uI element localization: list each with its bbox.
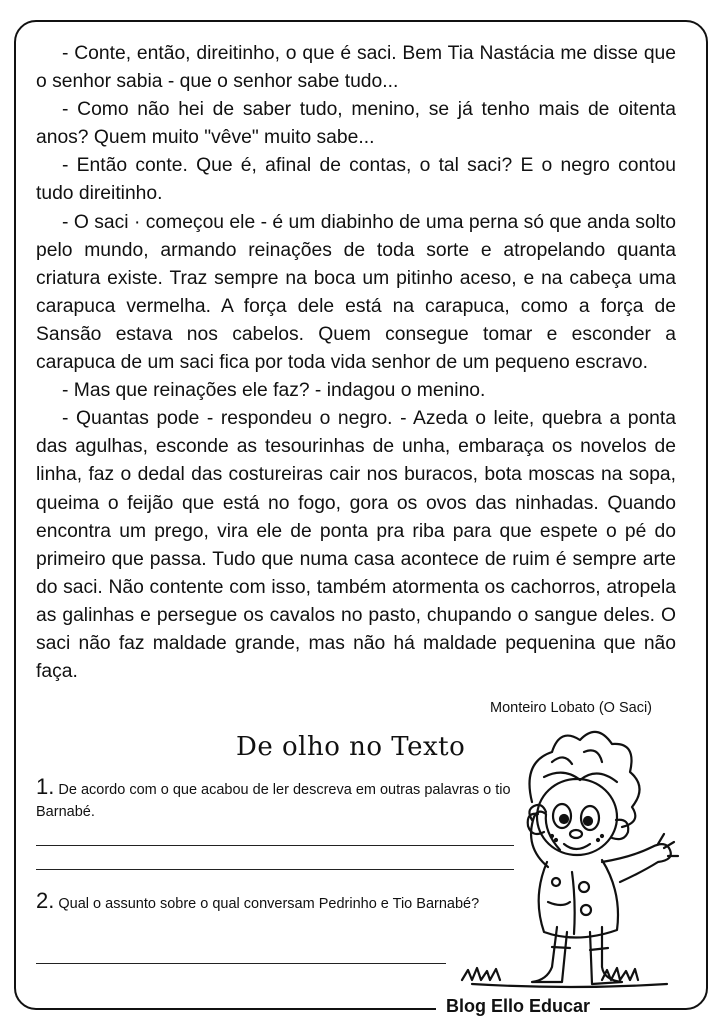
story-text <box>36 40 676 686</box>
question-number: 1. <box>36 774 55 799</box>
story-paragraph: - O saci · começou ele - é um diabinho de uma perna só que anda solto pelo mundo, armando reinações de toda sorte e atropelando quanta criatura existe. Traz sempre na boca um pitinho aceso, e na cabeça uma carapuca vermelha. A força dele está na carapuca, como a força de Sansão estava nos cabelos. Quem consegue tomar e esconder a carapuca de um saci fica por toda vida senhor de um pequeno escravo. <box>36 211 676 374</box>
answer-line[interactable] <box>36 963 446 964</box>
answer-line[interactable] <box>36 845 514 846</box>
story-paragraph: - Conte, então, direitinho, o que é saci. Bem Tia Nastácia me disse que o senhor sabia - que o senhor sabe tudo... <box>36 43 676 93</box>
author-credit: Monteiro Lobato (O Saci) <box>490 700 652 716</box>
story-paragraph: - Mas que reinações ele faz? - indagou o menino. <box>62 380 486 402</box>
question-number: 2. <box>36 888 55 913</box>
story-paragraph: - Quantas pode - respondeu o negro. - Azeda o leite, quebra a ponta das agulhas, esconde as tesourinhas de unha, embaraça os novelos de linha, faz o dedal das costureiras cair nos buracos, bota moscas na sopa, queima o feijão que está no fogo, gora os ovos das ninhadas. Quando encontra um prego, vira ele de ponta pra riba para que espete o pé do primeiro que passa. Tudo que numa casa acontece de ruim é sempre arte do saci. Não contente com isso, também atormenta os cachorros, atropela as galinhas e persegue os cavalos no pasto, chupando o sangue deles. O saci não faz maldade grande, mas não há maldade pequenina que não faça. <box>36 408 676 683</box>
question-text: Qual o assunto sobre o qual conversam Pedrinho e Tio Barnabé? <box>58 896 480 912</box>
section-title: De olho no Texto <box>236 732 466 762</box>
story-paragraph: - Como não hei de saber tudo, menino, se já tenho mais de oitenta anos? Quem muito "vêve" muito sabe... <box>36 99 676 149</box>
footer-brand: Blog Ello Educar <box>436 996 600 1017</box>
saci-boy-illustration-icon <box>452 722 692 992</box>
question-text: De acordo com o que acabou de ler descreva em outras palavras o tio Barnabé. <box>36 782 511 820</box>
story-paragraph: - Então conte. Que é, afinal de contas, o tal saci? E o negro contou tudo direitinho. <box>36 155 676 205</box>
answer-line[interactable] <box>36 869 514 870</box>
